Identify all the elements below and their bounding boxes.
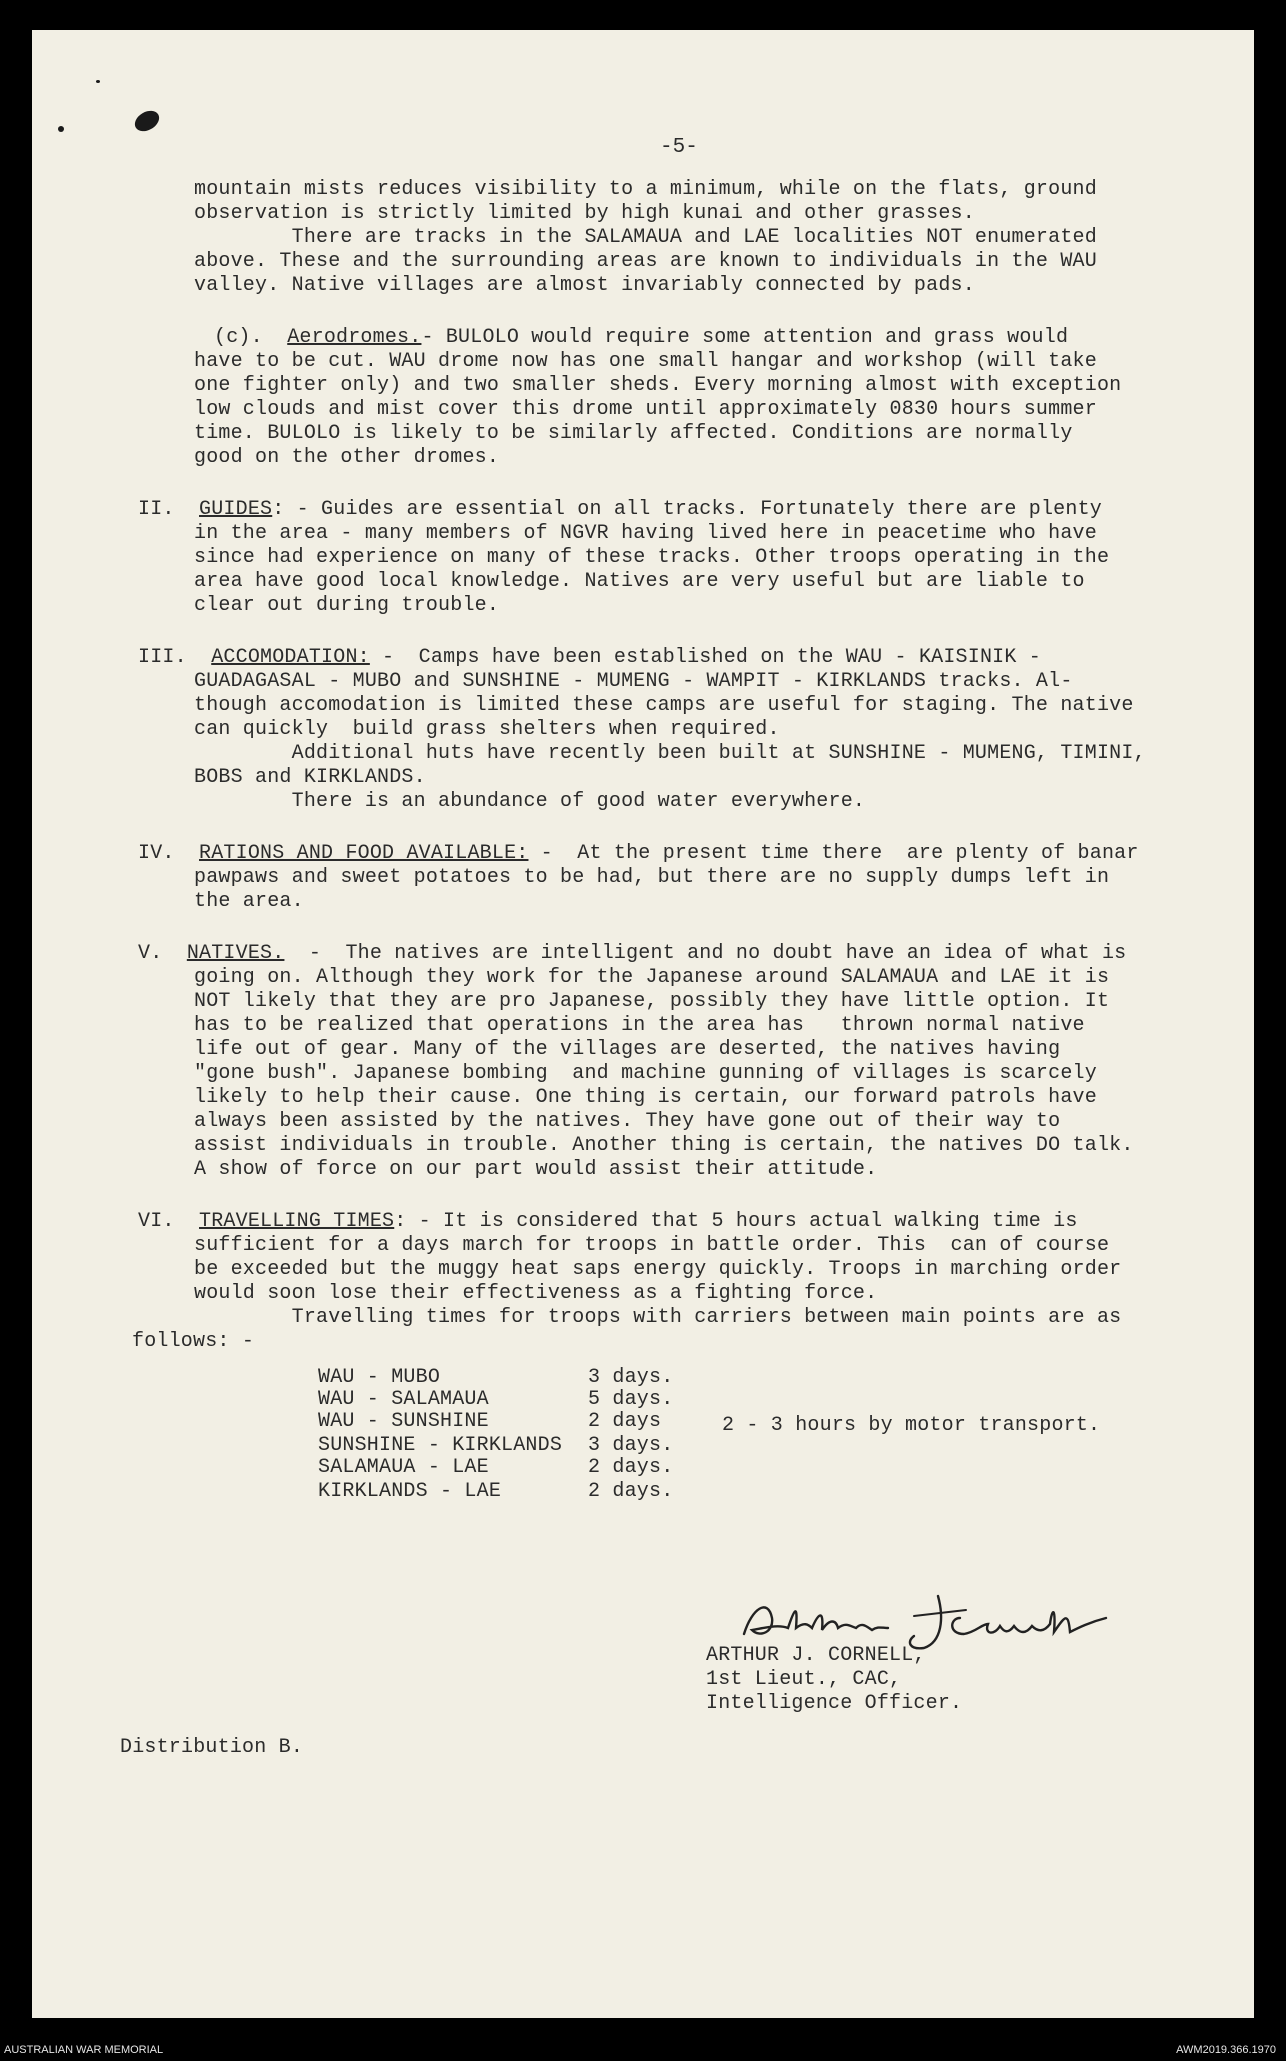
section-heading: GUIDES [199, 498, 273, 521]
body-line: always been assisted by the natives. They have gone out of their way to [194, 1110, 1061, 1133]
section-rations-first-line [138, 842, 1139, 865]
travel-time: 3 days. [588, 1434, 674, 1457]
section-heading: TRAVELLING TIMES [199, 1210, 395, 1233]
punch-mark [58, 126, 64, 132]
body-line: "gone bush". Japanese bombing and machine gunning of villages is scarcely [194, 1062, 1097, 1085]
section-accomodation-first-line [138, 646, 1041, 669]
body-line: have to be cut. WAU drome now has one small hangar and workshop (will take [194, 350, 1097, 373]
body-text: : - Guides are essential on all tracks. Fortunately there are plenty [272, 498, 1102, 521]
body-text: - BULOLO would require some attention and grass would [421, 326, 1069, 349]
body-line: be exceeded but the muggy heat saps energy quickly. Troops in marching order [194, 1258, 1122, 1281]
body-text: - The natives are intelligent and no doubt have an idea of what is [284, 942, 1127, 965]
section-number: II. [138, 498, 175, 521]
punch-hole [131, 107, 163, 136]
body-line: There are tracks in the SALAMAUA and LAE localities NOT enumerated [194, 226, 1097, 249]
body-line: above. These and the surrounding areas are known to individuals in the WAU [194, 250, 1097, 273]
body-line: observation is strictly limited by high kunai and other grasses. [194, 202, 975, 225]
body-line: the area. [194, 890, 304, 913]
body-line: life out of gear. Many of the villages are deserted, the natives having [194, 1038, 1061, 1061]
section-heading: NATIVES. [186, 942, 285, 965]
body-line: would soon lose their effectiveness as a fighting force. [194, 1282, 878, 1305]
body-line: one fighter only) and two smaller sheds. Every morning almost with exception [194, 374, 1122, 397]
travel-time: 2 days. [588, 1456, 674, 1479]
page-number: -5- [660, 136, 698, 159]
body-line: good on the other dromes. [194, 446, 500, 469]
body-line: NOT likely that they are pro Japanese, possibly they have little option. It [194, 990, 1110, 1013]
section-heading: Aerodromes. [287, 326, 422, 349]
body-line: Additional huts have recently been built at SUNSHINE - MUMENG, TIMINI, [194, 742, 1146, 765]
travel-route: WAU - SALAMAUA [318, 1388, 489, 1411]
body-line: pawpaws and sweet potatoes to be had, but there are no supply dumps left in [194, 866, 1110, 889]
footer-credit: AUSTRALIAN WAR MEMORIAL [4, 2044, 164, 2056]
section-heading: ACCOMODATION: [211, 646, 370, 669]
body-line: time. BULOLO is likely to be similarly affected. Conditions are normally [194, 422, 1073, 445]
body-line: going on. Although they work for the Japanese around SALAMAUA and LAE it is [194, 966, 1110, 989]
body-line: low clouds and mist cover this drome until approximately 0830 hours summer [194, 398, 1097, 421]
body-line: though accomodation is limited these camps are useful for staging. The native [194, 694, 1134, 717]
body-line: BOBS and KIRKLANDS. [194, 766, 426, 789]
body-line: area have good local knowledge. Natives are very useful but are liable to [194, 570, 1085, 593]
travel-route: WAU - MUBO [318, 1366, 441, 1389]
punch-mark [96, 80, 100, 83]
travel-time: 2 days [588, 1410, 662, 1433]
body-line: can quickly build grass shelters when required. [194, 718, 780, 741]
body-line: assist individuals in trouble. Another thing is certain, the natives DO talk. [194, 1134, 1134, 1157]
body-line: likely to help their cause. One thing is certain, our forward patrols have [194, 1086, 1097, 1109]
distribution-note: Distribution B. [120, 1736, 304, 1759]
travel-time: 5 days. [588, 1388, 674, 1411]
body-line: clear out during trouble. [194, 594, 500, 617]
body-line: has to be realized that operations in the area has thrown normal native [194, 1014, 1085, 1037]
body-text: : - It is considered that 5 hours actual walking time is [394, 1210, 1078, 1233]
body-line: Travelling times for troops with carriers between main points are as [194, 1306, 1122, 1329]
travel-route: SUNSHINE - KIRKLANDS [318, 1434, 563, 1457]
section-number: IV. [138, 842, 175, 865]
travel-route: WAU - SUNSHINE [318, 1410, 489, 1433]
travel-time: 3 days. [588, 1366, 674, 1389]
section-natives-first-line [138, 942, 1126, 965]
section-heading: RATIONS AND FOOD AVAILABLE: [199, 842, 529, 865]
body-line: in the area - many members of NGVR having lived here in peacetime who have [194, 522, 1097, 545]
document-page [32, 30, 1254, 2018]
body-line: mountain mists reduces visibility to a minimum, while on the flats, ground [194, 178, 1097, 201]
section-number: VI. [138, 1210, 175, 1233]
section-guides-first-line [138, 498, 1102, 521]
travel-time: 2 days. [588, 1480, 674, 1503]
travel-route: SALAMAUA - LAE [318, 1456, 489, 1479]
signatory-role: Intelligence Officer. [706, 1692, 963, 1715]
body-line: There is an abundance of good water everywhere. [194, 790, 866, 813]
section-aerodromes-first-line [214, 326, 1068, 349]
body-text: - Camps have been established on the WAU - KAISINIK - [369, 646, 1041, 669]
signatory-name: ARTHUR J. CORNELL, [706, 1644, 926, 1667]
travel-note: 2 - 3 hours by motor transport. [722, 1414, 1101, 1437]
body-line: follows: - [132, 1330, 255, 1353]
body-line: sufficient for a days march for troops in battle order. This can of course [194, 1234, 1110, 1257]
body-line: valley. Native villages are almost invariably connected by pads. [194, 274, 975, 297]
signatory-rank: 1st Lieut., CAC, [706, 1668, 902, 1691]
section-number: V. [138, 942, 163, 965]
travel-route: KIRKLANDS - LAE [318, 1480, 502, 1503]
section-number: III. [138, 646, 187, 669]
section-travelling-first-line [138, 1210, 1078, 1233]
body-line: A show of force on our part would assist their attitude. [194, 1158, 878, 1181]
body-line: GUADAGASAL - MUBO and SUNSHINE - MUMENG - WAMPIT - KIRKLANDS tracks. Al- [194, 670, 1073, 693]
footer-accession-number: AWM2019.366.1970 [1176, 2044, 1276, 2056]
section-marker: (c). [214, 326, 263, 349]
body-text: - At the present time there are plenty of banar [528, 842, 1139, 865]
body-line: since had experience on many of these tracks. Other troops operating in the [194, 546, 1110, 569]
